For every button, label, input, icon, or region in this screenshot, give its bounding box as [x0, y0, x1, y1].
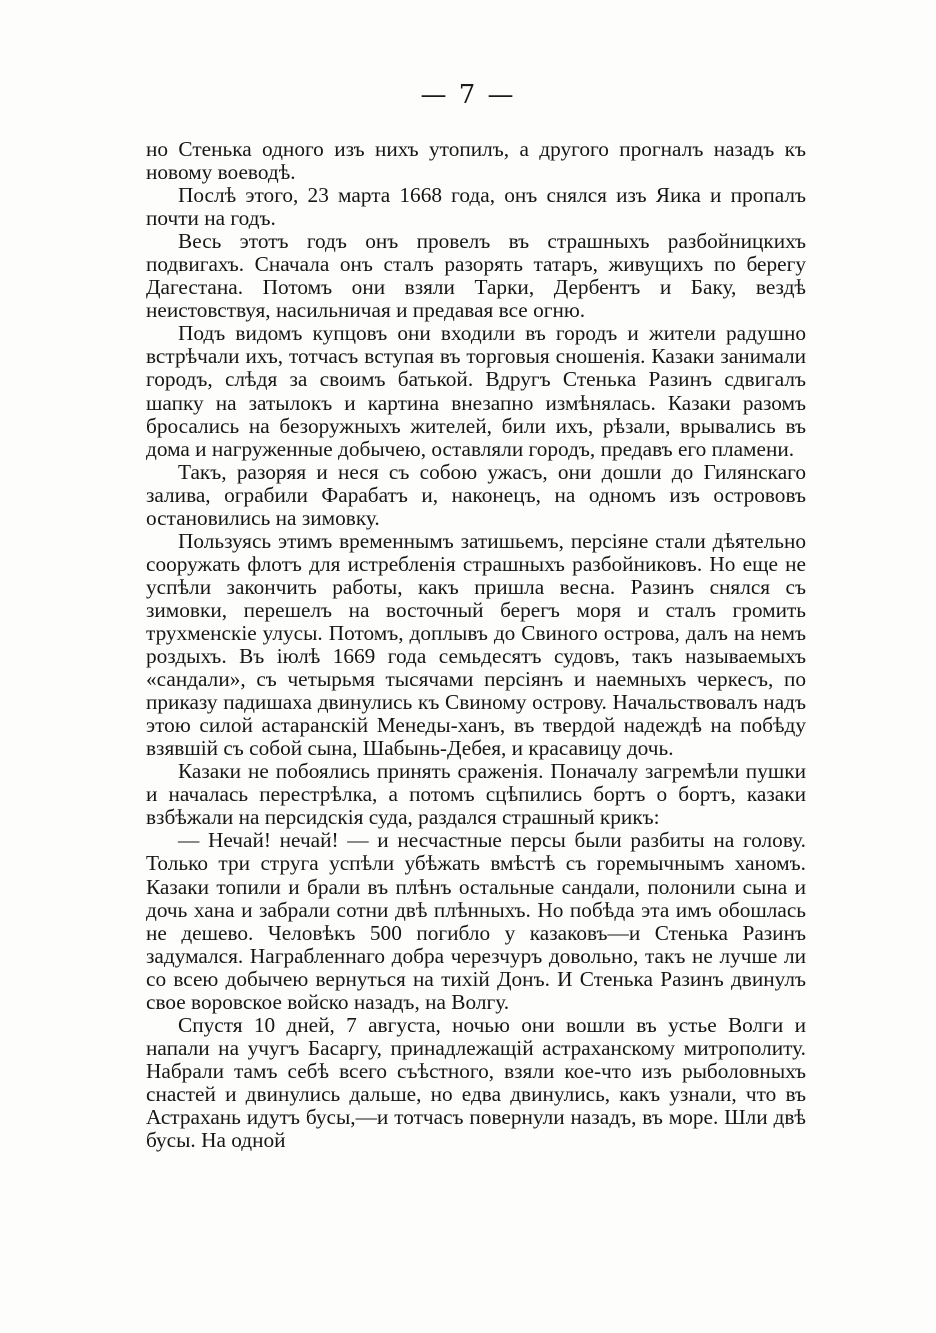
paragraph: Пользуясь этимъ временнымъ затишьемъ, персіяне стали дѣятельно сооружать флотъ для истребленія страшныхъ разбойниковъ. Но еще не успѣли закончить работы, какъ пришла весна. Разинъ снялся съ зимовки, перешелъ на восточный берегъ моря и сталъ громить трухменскіе улусы. Потомъ, доплывъ до Свиного острова, далъ на немъ роздыхъ. Въ іюлѣ 1669 года семьдесятъ судовъ, такъ называемыхъ «сандали», съ четырьмя тысячами персіянъ и наемныхъ черкесъ, по приказу падишаха двинулись къ Свиному острову. Начальствовалъ надъ этою силой астаранскій Менеды-ханъ, въ твердой надеждѣ на побѣду взявшій съ собой сына, Шабынь-Дебея, и красавицу дочь. — [146, 528, 806, 761]
paragraph: но Стенька одного изъ нихъ утопилъ, а другого прогналъ назадъ къ новому воеводѣ. — [146, 137, 806, 185]
paragraph: Весь этотъ годъ онъ провелъ въ страшныхъ разбойницкихъ подвигахъ. Сначала онъ сталъ разорять татаръ, живущихъ по берегу Дагестана. Потомъ они взяли Тарки, Дербентъ и Баку, вездѣ неистовствуя, насильничая и предавая все огню. — [146, 229, 806, 323]
paragraph: Спустя 10 дней, 7 августа, ночью они вошли въ устье Волги и напали на учугъ Басаргу, принадлежащій астраханскому митрополиту. Набрали тамъ себѣ всего съѣстного, взяли кое-что изъ рыболовныхъ снастей и двинулись дальше, но едва двинулись, какъ узнали, что въ Астрахань идутъ бусы,—и тотчасъ повернули назадъ, въ море. Шли двѣ бусы. На одной — [146, 1012, 806, 1153]
paragraph: — Нечай! нечай! — и несчастные персы были разбиты на голову. Только три струга успѣли убѣжать вмѣстѣ съ горемычнымъ ханомъ. Казаки топили и брали въ плѣнъ остальные сандали, полонили сына и дочь хана и забрали сотни двѣ плѣнныхъ. Но побѣда эта имъ обошлась не дешево. Человѣкъ 500 погибло у казаковъ—и Стенька Разинъ задумался. Награбленнаго добра черезчуръ довольно, такъ не лучше ли со всею добычею вернуться на тихій Донъ. И Стенька Разинъ двинулъ свое воровское войско назадъ, на Волгу. — [146, 828, 806, 1014]
page-number: — 7 — — [420, 80, 516, 110]
body-text — [146, 138, 806, 1152]
paragraph: Послѣ этого, 23 марта 1668 года, онъ снялся изъ Яика и пропалъ почти на годъ. — [146, 183, 806, 231]
paragraph: Подъ видомъ купцовъ они входили въ городъ и жители радушно встрѣчали ихъ, тотчасъ вступая въ торговыя сношенія. Казаки занимали городъ, слѣдя за своимъ батькой. Вдругъ Стенька Разинъ сдвигалъ шапку на затылокъ и картина внезапно измѣнялась. Казаки разомъ бросались на безоружныхъ жителей, били ихъ, рѣзали, врывались въ дома и нагруженные добычею, оставляли городъ, предавъ его пламени. — [146, 321, 806, 461]
paragraph: Такъ, разоряя и неся съ собою ужасъ, они дошли до Гилянскаго залива, ограбили Фарабатъ и, наконецъ, на одномъ изъ острововъ остановились на зимовку. — [146, 459, 806, 530]
paragraph: Казаки не побоялись принять сраженія. Поначалу загремѣли пушки и началась перестрѣлка, а потомъ сцѣпились бортъ о бортъ, казаки взбѣжали на персидскія суда, раздался страшный крикъ: — [146, 759, 806, 830]
